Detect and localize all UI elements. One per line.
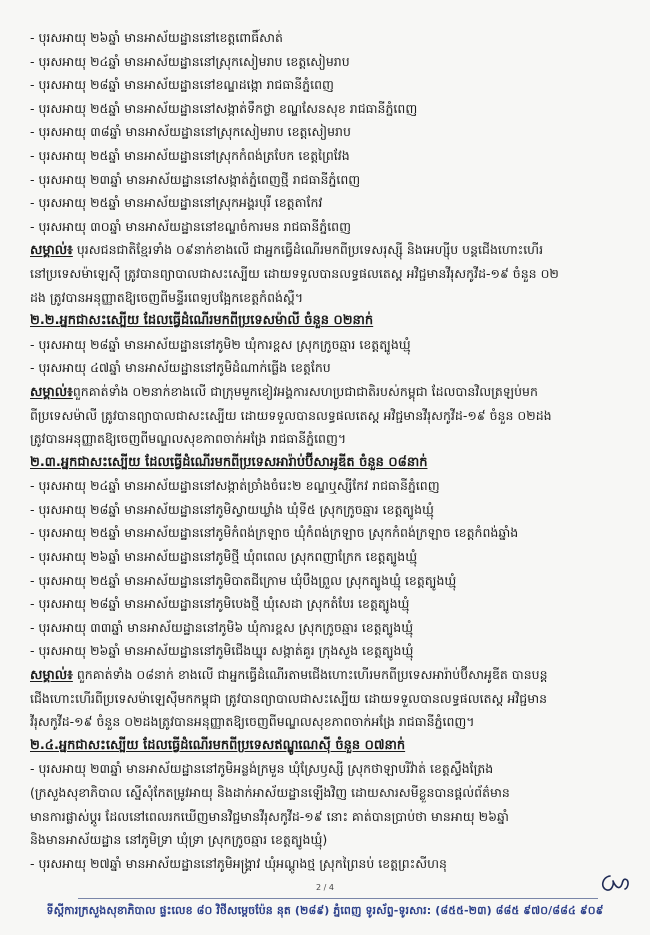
- list-item: - បុរសអាយុ ២៨ឆ្នាំ មានអាស័យដ្ឋាននៅភូមិបេងថ្មី ឃុំសេដា ស្រុកតំបែរ ខេត្តត្បូងឃ្មុំ: [30, 596, 410, 612]
- note-text: នៅប្រទេសម៉ាឡេស៊ី ត្រូវបានព្យាបាលជាសះស្បើយ ដោយទទួលបានលទ្ធផលតេស្ត អវិជ្ជមានវីរុសកូវីដ-១៩ ចំនួន ០២: [30, 265, 559, 281]
- list-item: - បុរសអាយុ ២៨ឆ្នាំ មានអាស័យដ្ឋាននៅភូមិ២ ឃុំការខ្ពស ស្រុកក្រូចឆ្មារ ខេត្តត្បូងឃ្មុំ: [30, 336, 411, 352]
- list-item: - បុរសអាយុ ២៦ឆ្នាំ មានអាស័យដ្ឋាននៅខេត្តពោធិ៍សាត់: [30, 30, 283, 45]
- case-list-indonesia-continued: [30, 26, 632, 238]
- list-item: - បុរសអាយុ ២៥ឆ្នាំ មានអាស័យដ្ឋាននៅស្រុកកំពង់ត្របែក ខេត្តព្រៃវែង: [30, 147, 350, 163]
- list-item: - បុរសអាយុ ២៨ឆ្នាំ មានអាស័យដ្ឋាននៅភូមិស្វាយឃ្លាំង ឃុំទី៥ ស្រុកក្រូចឆ្មារ ខេត្តត្បូងឃ្មុំ: [30, 501, 434, 517]
- list-item: - បុរសអាយុ ៣៨ឆ្នាំ មានអាស័យដ្ឋាននៅស្រុកសៀមរាប ខេត្តសៀមរាប: [30, 124, 351, 140]
- note-text: វីរុសកូវីដ-១៩ ចំនួន ០២ដងត្រូវបានអនុញ្ញាតឱ្យចេញពីមណ្ឌលសុខភាពចាក់អង្រែ រាជធានីភ្នំពេញ។: [30, 714, 475, 730]
- list-item: - បុរសអាយុ ២៣ឆ្នាំ មានអាស័យដ្ឋាននៅភូមិអន្លង់ក្រមួន ឃុំស្រែឫស្សី ស្រុកថាឡាបរិវ៉ាត់ ខេត្តស្ទឹងត្រែង: [30, 761, 494, 777]
- list-item: - បុរសអាយុ ២៦ឆ្នាំ មានអាស័យដ្ឋាននៅភូមិជើងឃ្នុរ សង្កាត់គួរ ក្រុងសួង ខេត្តត្បូងឃ្មុំ: [30, 643, 414, 659]
- list-item: - បុរសអាយុ ២៤ឆ្នាំ មានអាស័យដ្ឋាននៅសង្កាត់ច្រាំងចំរេះ២ ខណ្ឌឬស្សីកែវ រាជធានីភ្នំពេញ: [30, 478, 440, 494]
- section-heading: ២.២.អ្នកជាសះស្បើយ ដែលធ្វើដំណើរមកពីប្រទេសម៉ាលី ចំនួន ០២នាក់: [30, 313, 374, 329]
- list-item: - បុរសអាយុ ៣០ឆ្នាំ មានអាស័យដ្ឋាននៅខណ្ឌចំការមន រាជធានីភ្នំពេញ: [30, 218, 352, 234]
- list-item: - បុរសអាយុ ២៥ឆ្នាំ មានអាស័យដ្ឋាននៅភូមិកំពង់ក្រឡាច ឃុំកំពង់ក្រឡាច ស្រុកកំពង់ក្រឡាច ខេត្តកំពង់ឆ្នាំង: [30, 525, 519, 541]
- list-item: - បុរសអាយុ ២៥ឆ្នាំ មានអាស័យដ្ឋាននៅស្រុកអង្គរបុរី ខេត្តតាកែវ: [30, 195, 323, 211]
- document-body: [30, 26, 632, 875]
- note-text: ត្រូវបានអនុញ្ញាតឱ្យចេញពីមណ្ឌលសុខភាពចាក់អង្រែ រាជធានីភ្នំពេញ។: [30, 431, 347, 447]
- note-text: បុរសជនជាតិខ្មែរទាំង ០៩នាក់ខាងលើ ជាអ្នកធ្វើដំណើរមកពីប្រទេសរុស្ស៊ី និងអេហ្ស៊ីប បន្តជើងហោះហើរ: [72, 242, 544, 258]
- note-text: ពីប្រទេសម៉ាលី ត្រូវបានព្យាបាលជាសះស្បើយ ដោយទទួលបានលទ្ធផលតេស្ត អវិជ្ជមានវីរុសកូវីដ-១៩ ចំនួន ០២ដង: [30, 407, 552, 423]
- footer-divider: [78, 898, 598, 899]
- list-item: - បុរសអាយុ ២៨ឆ្នាំ មានអាស័យដ្ឋាននៅខណ្ឌដង្កោ រាជធានីភ្នំពេញ: [30, 77, 334, 93]
- list-item: - បុរសអាយុ ២៥ឆ្នាំ មានអាស័យដ្ឋាននៅសង្កាត់ទឹកថ្លា ខណ្ឌសែនសុខ រាជធានីភ្នំពេញ: [30, 100, 418, 116]
- page-number: 2 / 4: [316, 883, 334, 892]
- section-saudi-arabia: [30, 451, 632, 734]
- list-item: - បុរសអាយុ ២៥ឆ្នាំ មានអាស័យដ្ឋាននៅភូមិបាតជីក្រោម ឃុំបឹងព្រួល ស្រុកត្បូងឃ្មុំ ខេត្តត្បូងឃ្មុំ: [30, 572, 457, 588]
- list-item: - បុរសអាយុ ៤៧ឆ្នាំ មានអាស័យដ្ឋាននៅភូមិដំណាក់ធ្លើង ខេត្តកែប: [30, 360, 331, 376]
- list-item: - បុរសអាយុ ៣៣ឆ្នាំ មានអាស័យដ្ឋាននៅភូមិ៦ ឃុំការខ្ពស ស្រុកក្រូចឆ្មារ ខេត្តត្បូងឃ្មុំ: [30, 619, 414, 635]
- section-mali: [30, 309, 632, 451]
- section-heading: ២.៣.អ្នកជាសះស្បើយ ដែលធ្វើដំណើរមកពីប្រទេសអារ៉ាប់ប៊ីសាអូឌីត ចំនួន ០៨នាក់: [30, 454, 428, 470]
- note-text: ជើងហោះហើរពីប្រទេសម៉ាឡេស៊ីមកកម្ពុជា ត្រូវបានព្យាបាលជាសះស្បើយ ដោយទទួលបានលទ្ធផលតេស្ត អវិជ្ជមាន: [30, 690, 548, 706]
- note-text: ពួកគាត់ទាំង ០២នាក់ខាងលើ ជាក្រុមមួកខៀវអង្គការសហប្រជាជាតិរបស់កម្ពុជា ដែលបានវិលត្រឡប់មក: [72, 383, 538, 399]
- note-label: សម្គាល់៖: [30, 384, 73, 400]
- signature-initials: [598, 872, 636, 894]
- list-item-continuation: និងមានអាស័យដ្ឋាន នៅភូមិទ្រា ឃុំទ្រា ស្រុកក្រូចឆ្មារ ខេត្តត្បូងឃ្មុំ): [30, 832, 328, 848]
- note-label: សម្គាល់៖: [30, 243, 73, 259]
- note-label: សម្គាល់៖: [30, 668, 73, 684]
- section-heading: ២.៤.អ្នកជាសះស្បើយ ដែលធ្វើដំណើរមកពីប្រទេសឥណ្ឌូណេស៊ី ចំនួន ០៧នាក់: [30, 737, 406, 753]
- list-item-continuation: មានការផ្លាស់ប្តូរ ដែលនៅពេលរកឃើញមានវិជ្ជមានវីរុសកូវីដ-១៩ នោះ គាត់បានប្រាប់ថា មានអាយុ ២៦ឆ្នាំ: [30, 808, 509, 824]
- note-text: ដង ត្រូវបានអនុញ្ញាតឱ្យចេញពីមន្ទីរពេទ្យបង្អែកខេត្តកំពង់ស្ពឺ។: [30, 289, 304, 305]
- list-item: - បុរសអាយុ ២៣ឆ្នាំ មានអាស័យដ្ឋាននៅសង្កាត់ភ្នំពេញថ្មី រាជធានីភ្នំពេញ: [30, 171, 361, 187]
- note-text: ពួកគាត់ទាំង ០៨នាក់ ខាងលើ ជាអ្នកធ្វើដំណើរតាមជើងហោះហើរមកពីប្រទេសអារ៉ាប់ប៊ីសាអូឌីត បានបន្ត: [72, 667, 548, 683]
- section-indonesia: [30, 734, 632, 876]
- list-item: - បុរសអាយុ ២៧ឆ្នាំ មានអាស័យដ្ឋាននៅភូមិអង្គ្រាវ ឃុំអណ្តូងថ្ម ស្រុកព្រៃនប់ ខេត្តព្រះសីហនុ: [30, 855, 447, 871]
- note-block: [30, 238, 632, 309]
- list-item: - បុរសអាយុ ២៦ឆ្នាំ មានអាស័យដ្ឋាននៅភូមិថ្មី ឃុំពពេល ស្រុកពញាក្រែក ខេត្តត្បូងឃ្មុំ: [30, 549, 418, 565]
- list-item: - បុរសអាយុ ២៤ឆ្នាំ មានអាស័យដ្ឋាននៅស្រុកសៀមរាប ខេត្តសៀមរាប: [30, 53, 350, 69]
- footer-address: ទីស្តីការក្រសួងសុខាភិបាល ផ្ទះលេខ ៨០ វិថីសម្តេចប៉ែន នុត (២៨៩) ភ្នំពេញ ទូរស័ព្ទ-ទូរសារ: (៨៥៥-២៣) ៨៨៥ ៩៧០/៨៨៤ ៩០៩: [46, 904, 604, 917]
- list-item-continuation: (ក្រសួងសុខាភិបាល ស្នើសុំកែតម្រូវអាយុ និងដាក់អាស័យដ្ឋានឡើងវិញ ដោយសារសមីខ្លួនបានផ្តល់ព័ត៌មាន: [30, 785, 510, 800]
